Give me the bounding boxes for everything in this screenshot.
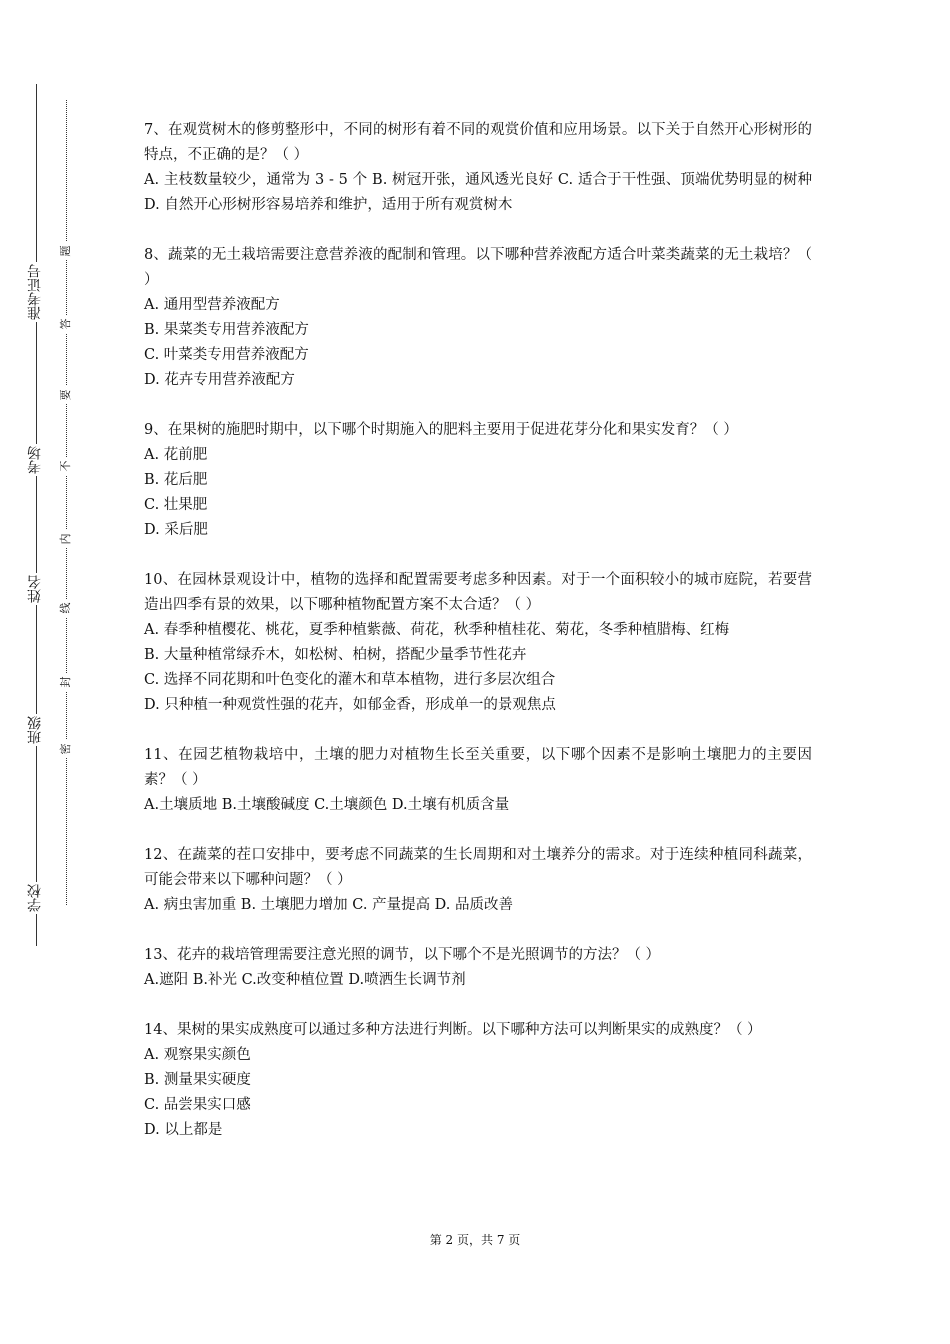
option-a: A. 春季种植樱花、桃花，夏季种植紫薇、荷花，秋季种植桂花、菊花，冬季种植腊梅、红梅 (144, 622, 730, 638)
option-c: C. 选择不同花期和叶色变化的灌木和草本植物，进行多层次组合 (144, 672, 556, 688)
option-d: D. 只种植一种观赏性强的花卉，如郁金香，形成单一的景观焦点 (144, 697, 556, 713)
question-options: A.土壤质地 B.土壤酸碱度 C.土壤颜色 D.土壤有机质含量 (144, 797, 510, 813)
seal-char: 答 (59, 315, 73, 333)
question-options: A. 病虫害加重 B. 土壤肥力增加 C. 产量提高 D. 品质改善 (144, 897, 514, 913)
question-text: 13、花卉的栽培管理需要注意光照的调节，以下哪个不是光照调节的方法？（ ） (144, 947, 661, 963)
binding-dotted-line (66, 100, 67, 905)
seal-char: 题 (59, 242, 73, 260)
page-footer: 第 2 页，共 7 页 (429, 1233, 521, 1247)
binding-field-name: 姓名 (26, 573, 48, 605)
question-text: 14、果树的果实成熟度可以通过多种方法进行判断。以下哪种方法可以判断果实的成熟度？（ ） (144, 1022, 762, 1038)
question-list (144, 118, 812, 1168)
question-text: 9、在果树的施肥时期中，以下哪个时期施入的肥料主要用于促进花芽分化和果实发育？（ ） (144, 422, 738, 438)
question-8 (144, 243, 812, 393)
seal-char: 线 (59, 599, 73, 617)
binding-field-exam-room: 考场 (26, 444, 48, 476)
question-11 (144, 743, 812, 818)
binding-solid-line (36, 84, 37, 946)
option-d: D. 以上都是 (144, 1122, 223, 1138)
question-12 (144, 843, 812, 918)
question-options: A. 主枝数量较少，通常为 3 - 5 个 B. 树冠开张，通风透光良好 C. 适合于干性强、顶端优势明显的树种 D. 自然开心形树形容易培养和维护，适用于所有观赏树木 (144, 172, 812, 213)
question-14 (144, 1018, 812, 1143)
question-text: 11、在园艺植物栽培中，土壤的肥力对植物生长至关重要，以下哪个因素不是影响土壤肥力的主要因素？（ ） (144, 747, 812, 788)
option-a: A. 花前肥 (144, 447, 208, 463)
question-options: A.遮阳 B.补光 C.改变种植位置 D.喷洒生长调节剂 (144, 972, 466, 988)
seal-char: 内 (59, 530, 73, 548)
option-d: D. 花卉专用营养液配方 (144, 372, 295, 388)
option-d: D. 采后肥 (144, 522, 208, 538)
option-b: B. 大量种植常绿乔木，如松树、柏树，搭配少量季节性花卉 (144, 647, 527, 663)
option-c: C. 叶菜类专用营养液配方 (144, 347, 309, 363)
question-text: 12、在蔬菜的茬口安排中，要考虑不同蔬菜的生长周期和对土壤养分的需求。对于连续种植同科蔬菜，可能会带来以下哪种问题？（ ） (144, 847, 812, 888)
binding-field-class: 班级 (26, 714, 48, 746)
option-c: C. 品尝果实口感 (144, 1097, 251, 1113)
option-b: B. 果菜类专用营养液配方 (144, 322, 309, 338)
option-b: B. 花后肥 (144, 472, 208, 488)
seal-char: 封 (59, 673, 73, 691)
question-text: 7、在观赏树木的修剪整形中，不同的树形有着不同的观赏价值和应用场景。以下关于自然开心形树形的特点，不正确的是？（ ） (144, 122, 812, 163)
question-10 (144, 568, 812, 718)
binding-field-admission-number: 准考证号 (26, 262, 48, 322)
option-c: C. 壮果肥 (144, 497, 208, 513)
seal-char: 不 (59, 457, 73, 475)
question-7 (144, 118, 812, 218)
option-a: A. 观察果实颜色 (144, 1047, 251, 1063)
option-b: B. 测量果实硬度 (144, 1072, 251, 1088)
option-a: A. 通用型营养液配方 (144, 297, 280, 313)
question-13 (144, 943, 812, 993)
seal-char: 密 (59, 740, 73, 758)
question-text: 8、蔬菜的无土栽培需要注意营养液的配制和管理。以下哪种营养液配方适合叶菜类蔬菜的无土栽培？（ ） (144, 247, 812, 288)
seal-char: 要 (59, 386, 73, 404)
binding-field-school: 学校 (26, 882, 48, 914)
question-9 (144, 418, 812, 543)
question-text: 10、在园林景观设计中，植物的选择和配置需要考虑多种因素。对于一个面积较小的城市庭院，若要营造出四季有景的效果，以下哪种植物配置方案不太合适？（ ） (144, 572, 812, 613)
binding-margin (0, 0, 120, 1344)
